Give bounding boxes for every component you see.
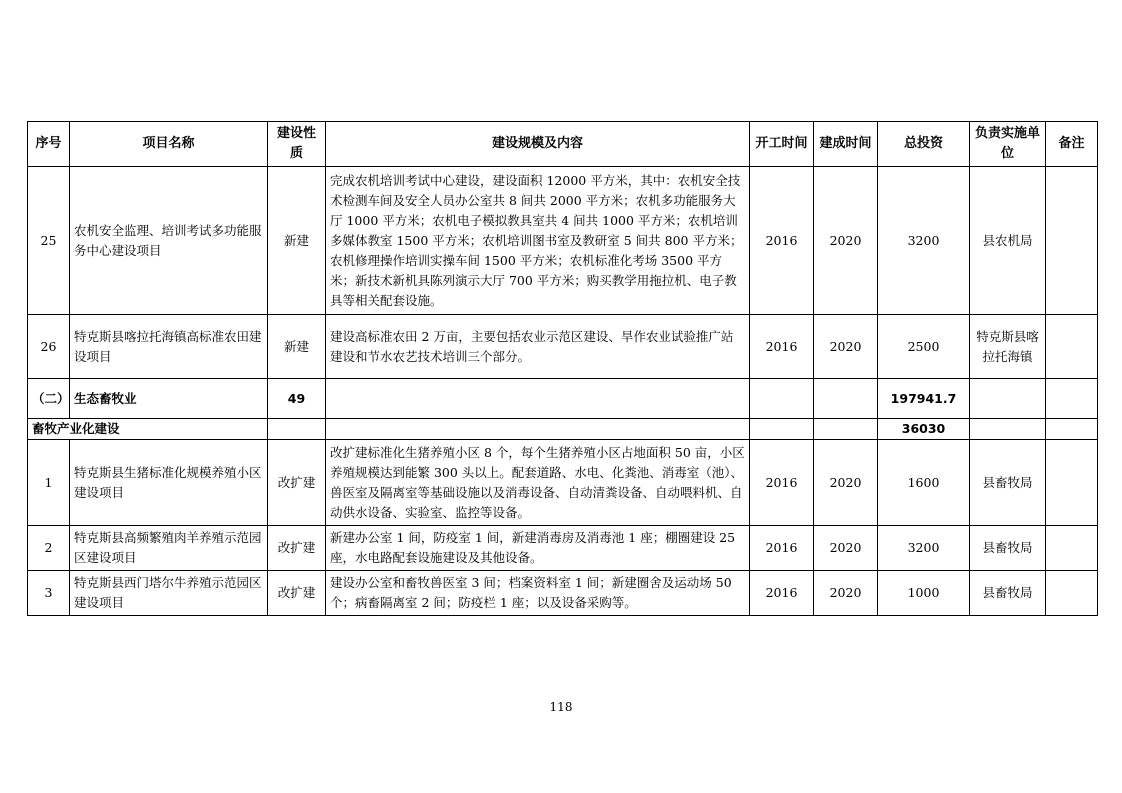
row-no: 25 [28,167,70,315]
row-start: 2016 [750,440,814,526]
row-scope: 新建办公室 1 间，防疫室 1 间，新建消毒房及消毒池 1 座；棚圈建设 25 座，水电路配套设施建设及其他设备。 [326,526,750,571]
row-invest: 2500 [878,315,970,379]
row-unit: 县农机局 [970,167,1046,315]
row-start: 2016 [750,315,814,379]
row-nature: 新建 [268,167,326,315]
table-row [28,440,1098,526]
header-no: 序号 [28,122,70,167]
header-name: 项目名称 [70,122,268,167]
row-nature: 新建 [268,315,326,379]
header-end: 建成时间 [814,122,878,167]
table-row [28,526,1098,571]
header-invest: 总投资 [878,122,970,167]
row-unit: 县畜牧局 [970,571,1046,616]
row-note [1046,167,1098,315]
subsection-invest: 36030 [878,419,970,440]
row-name: 特克斯县生猪标准化规模养殖小区建设项目 [70,440,268,526]
row-invest: 1600 [878,440,970,526]
row-no: 3 [28,571,70,616]
row-name: 农机安全监理、培训考试多功能服务中心建设项目 [70,167,268,315]
row-name: 特克斯县喀拉托海镇高标准农田建设项目 [70,315,268,379]
row-scope: 改扩建标准化生猪养殖小区 8 个，每个生猪养殖小区占地面积 50 亩，小区养殖规模达到能繁 300 头以上。配套道路、水电、化粪池、消毒室（池）、兽医室及隔离室等基础设施以及消毒设备、自动清粪设备、自动喂料机、自动供水设备、实验室、监控等设备。 [326,440,750,526]
row-name: 特克斯县西门塔尔牛养殖示范园区建设项目 [70,571,268,616]
header-nature: 建设性质 [268,122,326,167]
row-end: 2020 [814,440,878,526]
row-end: 2020 [814,526,878,571]
row-scope: 完成农机培训考试中心建设，建设面积 12000 平方米，其中：农机安全技术检测车间及安全人员办公室共 8 间共 2000 平方米；农机多功能服务大厅 1000 平方米；农机电子模拟教具室共 4 间共 1000 平方米；农机培训多媒体教室 1500 平方米；农机培训图书室及教研室 5 间共 800 平方米；农机修理操作培训实操车间 1500 平方米；农机标准化考场 3500 平方米；新技术新机具陈列演示大厅 700 平方米；购买教学用拖拉机、电子教具等相关配套设施。 [326,167,750,315]
section-row [28,379,1098,419]
table-row [28,571,1098,616]
row-note [1046,315,1098,379]
row-nature: 改扩建 [268,526,326,571]
subsection-row [28,419,1098,440]
row-no: 1 [28,440,70,526]
section-invest: 197941.7 [878,379,970,419]
row-nature: 改扩建 [268,440,326,526]
page-number: 118 [549,700,573,714]
row-start: 2016 [750,167,814,315]
row-unit: 县畜牧局 [970,440,1046,526]
row-unit: 特克斯县喀拉托海镇 [970,315,1046,379]
header-row [28,122,1098,167]
section-count: 49 [268,379,326,419]
header-scope: 建设规模及内容 [326,122,750,167]
row-note [1046,440,1098,526]
row-no: 2 [28,526,70,571]
row-start: 2016 [750,571,814,616]
row-end: 2020 [814,167,878,315]
row-unit: 县畜牧局 [970,526,1046,571]
row-scope: 建设高标准农田 2 万亩，主要包括农业示范区建设、旱作农业试验推广站建设和节水农艺技术培训三个部分。 [326,315,750,379]
table-row [28,315,1098,379]
row-invest: 3200 [878,167,970,315]
header-note: 备注 [1046,122,1098,167]
row-end: 2020 [814,315,878,379]
table-row [28,167,1098,315]
project-table [27,121,1098,616]
row-scope: 建设办公室和畜牧兽医室 3 间；档案资料室 1 间；新建圈舍及运动场 50 个；病畜隔离室 2 间；防疫栏 1 座；以及设备采购等。 [326,571,750,616]
section-no: （二） [28,379,70,419]
row-note [1046,571,1098,616]
header-unit: 负责实施单位 [970,122,1046,167]
row-no: 26 [28,315,70,379]
row-nature: 改扩建 [268,571,326,616]
row-name: 特克斯县高频繁殖肉羊养殖示范园区建设项目 [70,526,268,571]
row-note [1046,526,1098,571]
row-end: 2020 [814,571,878,616]
row-start: 2016 [750,526,814,571]
row-invest: 3200 [878,526,970,571]
section-name: 生态畜牧业 [70,379,268,419]
header-start: 开工时间 [750,122,814,167]
row-invest: 1000 [878,571,970,616]
subsection-name: 畜牧产业化建设 [28,419,268,440]
